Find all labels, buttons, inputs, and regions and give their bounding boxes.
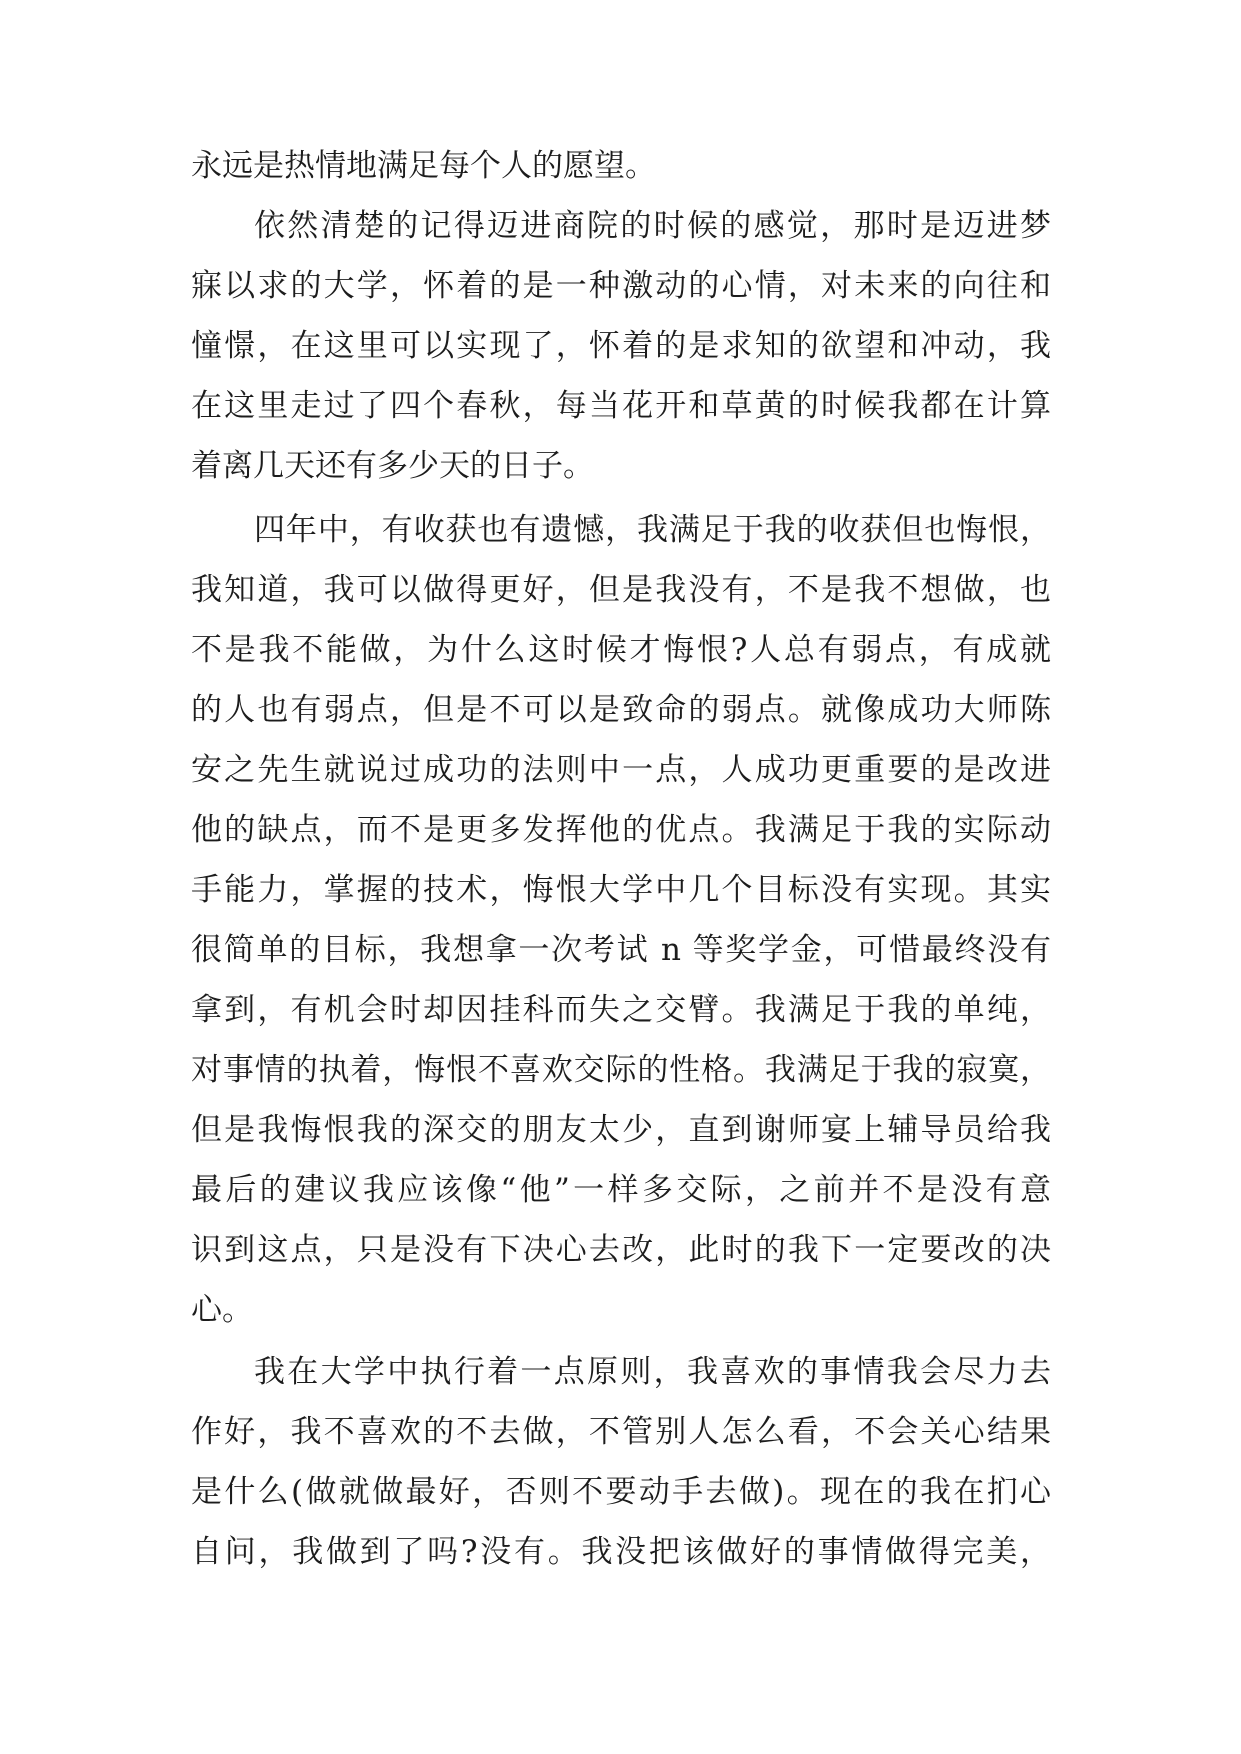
- text-line: 作好，我不喜欢的不去做，不管别人怎么看，不会关心结果: [191, 1414, 1051, 1450]
- text-line: 我知道，我可以做得更好，但是我没有，不是我不想做，也: [191, 572, 1051, 608]
- text-line: 但是我悔恨我的深交的朋友太少，直到谢师宴上辅导员给我: [191, 1112, 1051, 1148]
- text-line: 识到这点，只是没有下决心去改，此时的我下一定要改的决: [191, 1232, 1051, 1268]
- text-line: 永远是热情地满足每个人的愿望。: [191, 148, 656, 184]
- text-line: 在这里走过了四个春秋，每当花开和草黄的时候我都在计算: [191, 388, 1051, 424]
- text-line: 手能力，掌握的技术，悔恨大学中几个目标没有实现。其实: [191, 872, 1051, 908]
- text-line: 很简单的目标，我想拿一次考试 n 等奖学金，可惜最终没有: [191, 932, 1051, 968]
- text-line: 的人也有弱点，但是不可以是致命的弱点。就像成功大师陈: [191, 692, 1051, 728]
- text-line: 对事情的执着，悔恨不喜欢交际的性格。我满足于我的寂寞，: [191, 1052, 1051, 1088]
- text-line: 拿到，有机会时却因挂科而失之交臂。我满足于我的单纯，: [191, 992, 1051, 1028]
- text-line: 最后的建议我应该像“他”一样多交际，之前并不是没有意: [191, 1172, 1051, 1208]
- text-line: 他的缺点，而不是更多发挥他的优点。我满足于我的实际动: [191, 812, 1051, 848]
- text-line: 是什么(做就做最好，否则不要动手去做)。现在的我在扪心: [191, 1474, 1051, 1510]
- text-line: 憧憬，在这里可以实现了，怀着的是求知的欲望和冲动，我: [191, 328, 1051, 364]
- text-line: 不是我不能做，为什么这时候才悔恨?人总有弱点，有成就: [191, 632, 1051, 668]
- paragraph-first-line: 依然清楚的记得迈进商院的时候的感觉，那时是迈进梦: [254, 208, 1051, 244]
- paragraph-first-line: 四年中，有收获也有遗憾，我满足于我的收获但也悔恨，: [254, 512, 1051, 548]
- paragraph-first-line: 我在大学中执行着一点原则，我喜欢的事情我会尽力去: [254, 1354, 1051, 1390]
- text-line: 着离几天还有多少天的日子。: [191, 448, 594, 484]
- text-line: 寐以求的大学，怀着的是一种激动的心情，对未来的向往和: [191, 268, 1051, 304]
- text-line: 自问，我做到了吗?没有。我没把该做好的事情做得完美，: [191, 1534, 1051, 1570]
- text-line: 安之先生就说过成功的法则中一点，人成功更重要的是改进: [191, 752, 1051, 788]
- text-line: 心。: [191, 1292, 253, 1328]
